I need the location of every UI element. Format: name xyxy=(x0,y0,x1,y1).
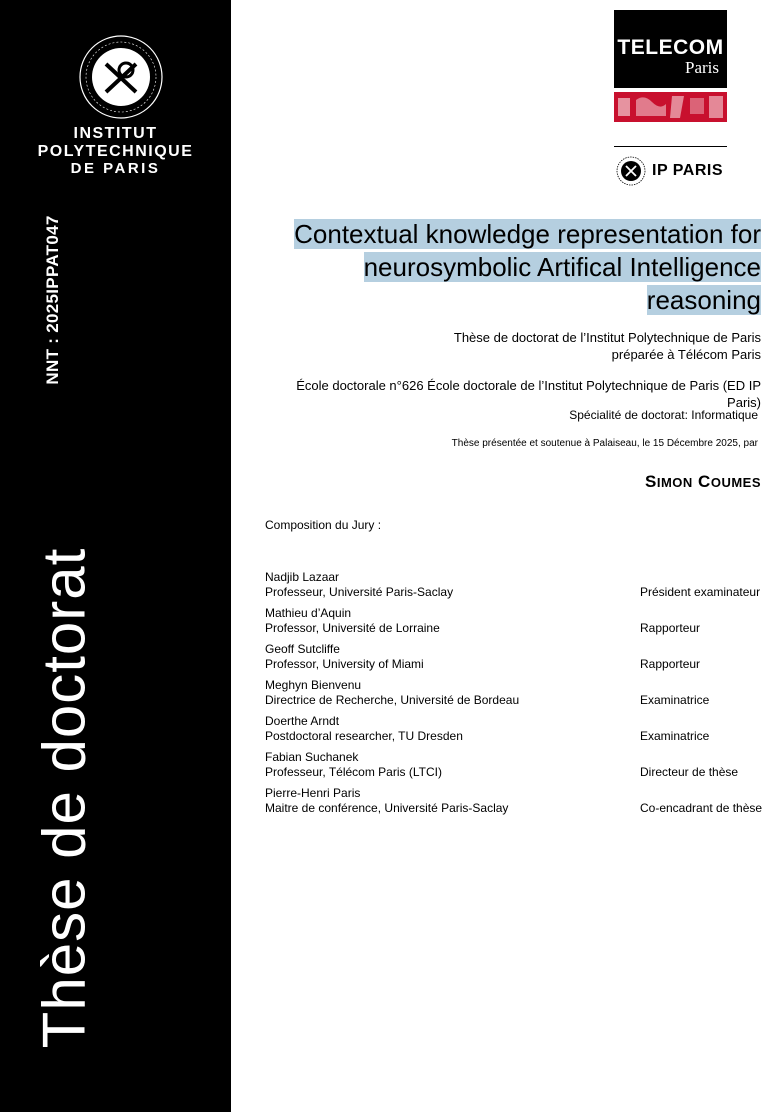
jury-member xyxy=(265,642,765,678)
institution-line-1: INSTITUT xyxy=(73,125,158,142)
telecom-paris-logo xyxy=(614,10,727,88)
jury-member xyxy=(265,750,765,786)
author-last-rest: OUMES xyxy=(710,475,761,490)
jury-member xyxy=(265,714,765,750)
defense-statement: Thèse présentée et soutenue à Palaiseau, le 15 Décembre 2025, par xyxy=(451,438,758,449)
jury-member-affiliation: Directrice de Recherche, Université de Bordeau xyxy=(265,693,520,707)
jury-member-role: Directeur de thèse xyxy=(640,765,739,779)
jury-member-role: Président examinateur xyxy=(640,585,761,599)
jury-member-role: Rapporteur xyxy=(640,657,701,671)
sidebar xyxy=(0,0,231,1112)
jury-member-name: Nadjib Lazaar xyxy=(265,570,340,584)
jury-member-affiliation: Professor, Université de Lorraine xyxy=(265,621,440,635)
institution-line-3: DE PARIS xyxy=(70,160,161,177)
telecom-logo-line-1: TELECOM xyxy=(617,36,724,59)
jury-member-role: Co-encadrant de thèse xyxy=(640,801,763,815)
doctoral-specialty: Spécialité de doctorat: Informatique xyxy=(569,408,758,422)
jury-heading: Composition du Jury : xyxy=(265,518,382,532)
subtitle-line-1: Thèse de doctorat de l’Institut Polytechnique de Paris xyxy=(453,330,761,345)
jury-member xyxy=(265,570,765,606)
ip-paris-rule xyxy=(614,146,727,147)
telecom-logo-line-2: Paris xyxy=(685,58,719,77)
jury-member-role: Rapporteur xyxy=(640,621,701,635)
jury-member-role: Examinatrice xyxy=(640,693,710,707)
jury-member-name: Fabian Suchanek xyxy=(265,750,359,764)
jury-member-name: Meghyn Bienvenu xyxy=(265,678,362,692)
thesis-subtitle xyxy=(321,329,761,363)
jury-member-name: Doerthe Arndt xyxy=(265,714,340,728)
author-first-initial: S xyxy=(645,472,657,491)
telecom-decorative-banner-icon xyxy=(614,92,727,122)
ip-paris-seal-icon xyxy=(616,156,646,186)
jury-member-role: Examinatrice xyxy=(640,729,710,743)
nnt-number: NNT : 2025IPPAT047 xyxy=(43,215,62,385)
jury-member-name: Mathieu d’Aquin xyxy=(265,606,352,620)
jury-member-affiliation: Professeur, Université Paris-Saclay xyxy=(265,585,454,599)
jury-member xyxy=(265,678,765,714)
jury-list xyxy=(265,570,765,822)
thesis-title xyxy=(261,218,761,317)
jury-member-affiliation: Postdoctoral researcher, TU Dresden xyxy=(265,729,463,743)
institution-line-2: POLYTECHNIQUE xyxy=(37,143,194,160)
jury-member-affiliation: Maitre de conférence, Université Paris-Saclay xyxy=(265,801,509,815)
jury-member-name: Pierre-Henri Paris xyxy=(265,786,361,800)
subtitle-line-2: préparée à Télécom Paris xyxy=(611,347,761,362)
author-last-initial: C xyxy=(698,472,711,491)
thesis-title-text: Contextual knowledge representation for neurosymbolic Artifical Intelligence reasoning xyxy=(294,219,761,315)
institut-polytechnique-seal-icon xyxy=(78,34,164,120)
author-name xyxy=(645,472,761,492)
jury-member-affiliation: Professor, University of Miami xyxy=(265,657,424,671)
vertical-title: Thèse de doctorat xyxy=(30,547,98,1049)
jury-member-name: Geoff Sutcliffe xyxy=(265,642,340,656)
jury-member-affiliation: Professeur, Télécom Paris (LTCI) xyxy=(265,765,442,779)
ip-paris-wordmark: IP PARIS xyxy=(652,162,723,179)
doctoral-school: École doctorale n°626 École doctorale de l’Institut Polytechnique de Paris (ED IP Paris) xyxy=(296,378,761,410)
author-first-rest: IMON xyxy=(656,475,693,490)
jury-member xyxy=(265,786,765,822)
jury-member xyxy=(265,606,765,642)
